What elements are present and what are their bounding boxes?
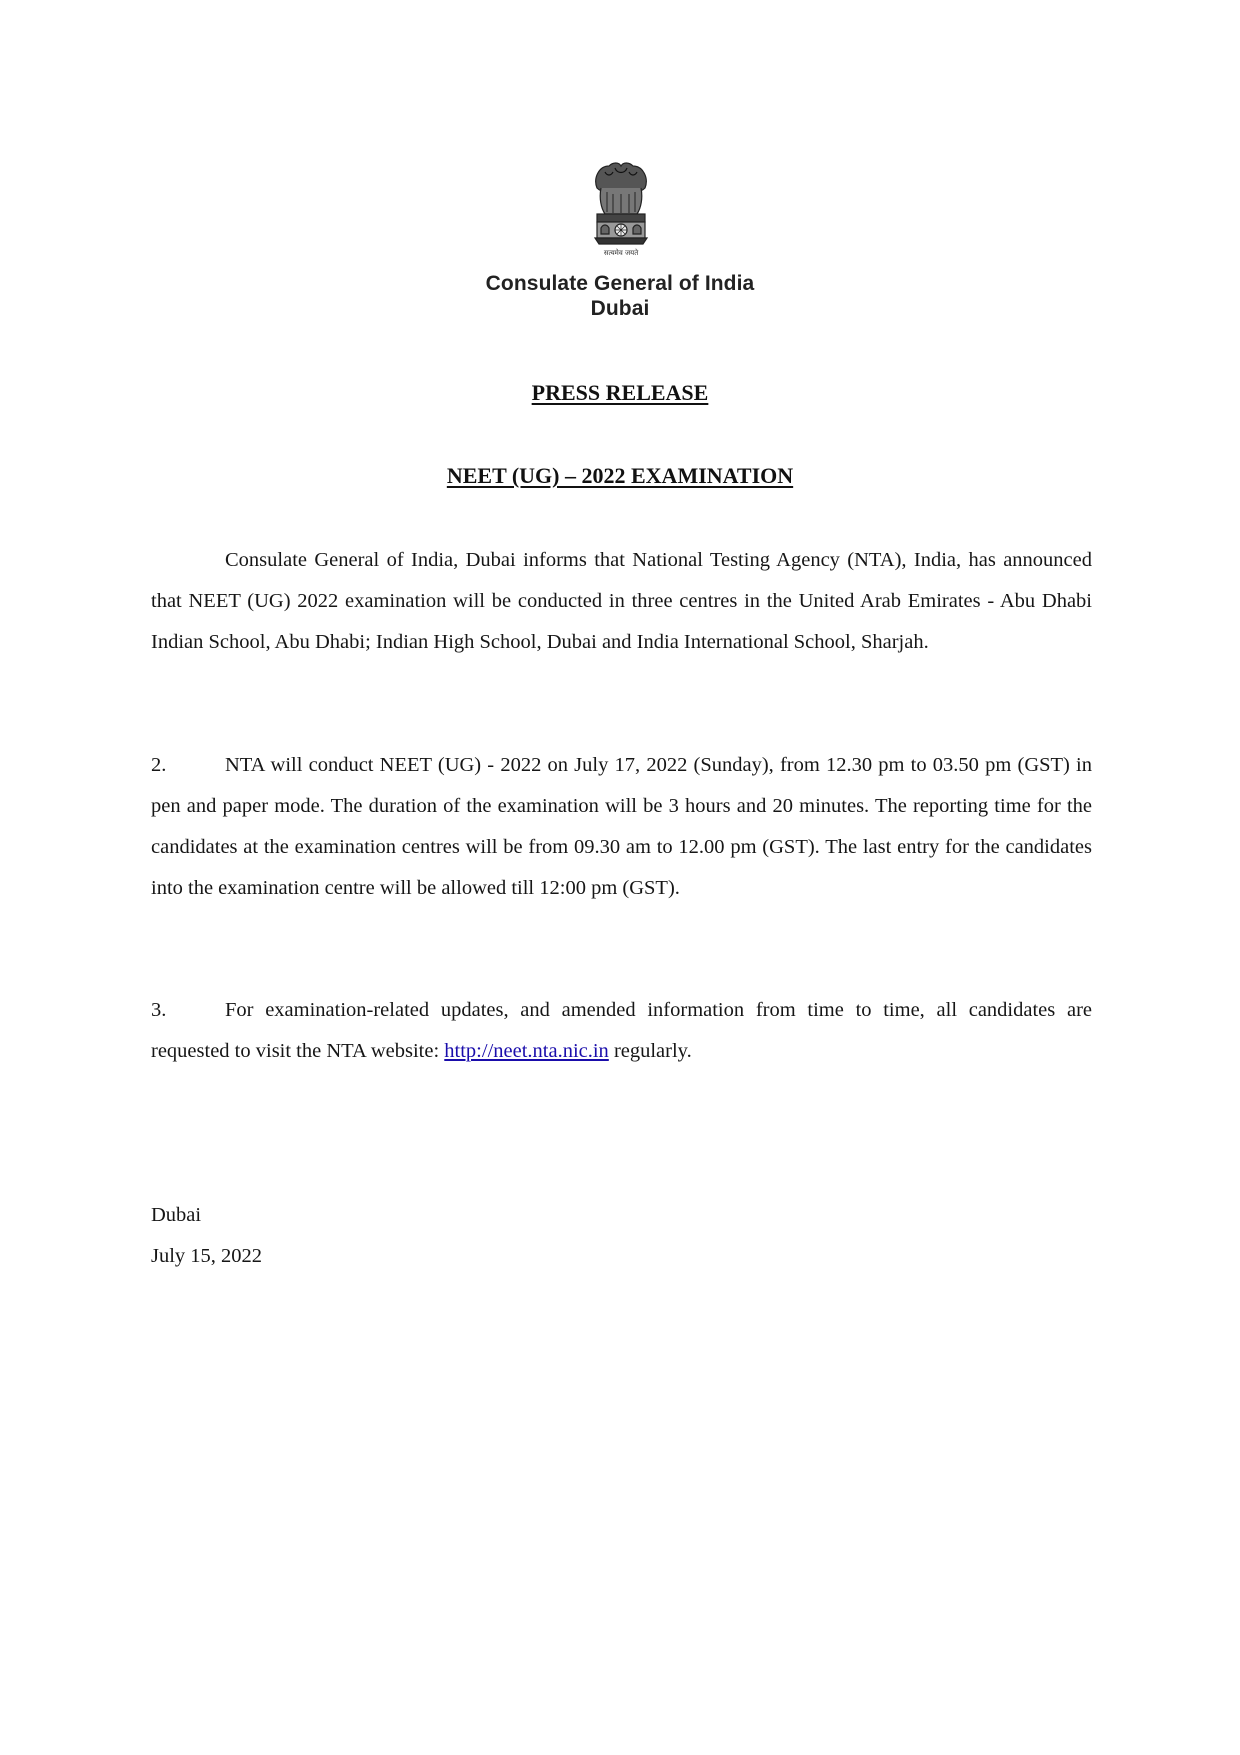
national-emblem-icon bbox=[583, 158, 659, 258]
paragraph-2 bbox=[151, 745, 1092, 909]
paragraph-3-text: For examination-related updates, and amended information from time to time, all candidates are requested to visit the NTA website: bbox=[151, 999, 1092, 1062]
nta-website-link[interactable]: http://neet.nta.nic.in bbox=[444, 1040, 609, 1062]
page-title: PRESS RELEASE bbox=[531, 380, 709, 405]
closing-date: July 15, 2022 bbox=[151, 1245, 263, 1267]
paragraph-3-number: 3. bbox=[151, 999, 167, 1021]
emblem-motto: सत्यमेव जयते bbox=[603, 249, 639, 257]
page-subtitle: NEET (UG) – 2022 EXAMINATION bbox=[446, 463, 794, 488]
closing-place: Dubai bbox=[151, 1204, 202, 1226]
paragraph-2-number: 2. bbox=[151, 754, 167, 776]
paragraph-3 bbox=[151, 990, 1092, 1072]
paragraph-1: Consulate General of India, Dubai informs that National Testing Agency (NTA), India, has announced that NEET (UG) 2022 examination will be conducted in three centres in the United Arab Emirates - Abu Dhabi Indian School, Abu Dhabi; Indian High School, Dubai and India International School, Sharjah. bbox=[151, 549, 1092, 653]
org-name-line1: Consulate General of India bbox=[485, 272, 755, 295]
org-name-line2: Dubai bbox=[590, 297, 650, 320]
paragraph-3-text-end: regularly. bbox=[608, 1040, 692, 1062]
paragraph-2-text: NTA will conduct NEET (UG) - 2022 on July 17, 2022 (Sunday), from 12.30 pm to 03.50 pm (GST) in pen and paper mode. The duration of the examination will be 3 hours and 20 minutes. The reporting time for the candidates at the examination centres will be from 09.30 am to 12.00 pm (GST). The last entry for the candidates into the examination centre will be allowed till 12:00 pm (GST). bbox=[151, 754, 1092, 899]
